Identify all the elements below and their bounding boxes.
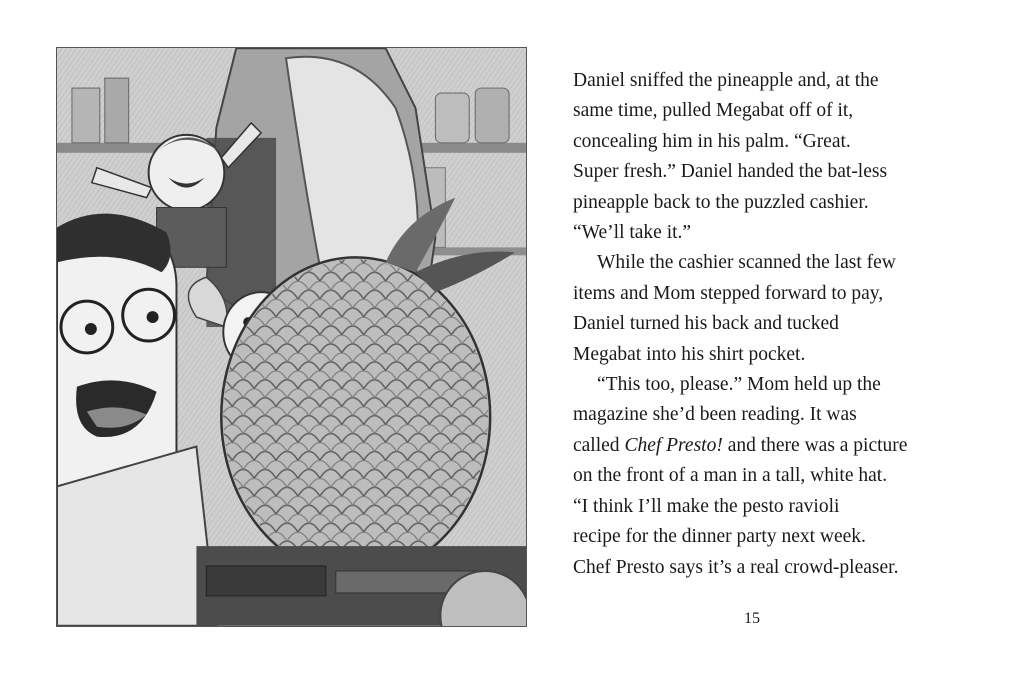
text-line: Daniel turned his back and tucked	[573, 313, 839, 335]
text-line: “I think I’ll make the pesto ravioli	[573, 495, 840, 517]
text-line: items and Mom stepped forward to pay,	[573, 282, 884, 304]
title-prefix: called	[573, 434, 625, 456]
text-line: Super fresh.” Daniel handed the bat-less	[573, 161, 888, 183]
paragraph-2	[573, 248, 973, 370]
text-line: recipe for the dinner party next week.	[573, 526, 866, 548]
text-line: magazine she’d been reading. It was	[573, 404, 857, 426]
text-line: Chef Presto says it’s a real crowd-pleaser.	[573, 556, 899, 578]
illustration-drawing	[57, 48, 526, 626]
text-line: on the front of a man in a tall, white hat.	[573, 465, 888, 487]
magazine-title: Chef Presto!	[624, 434, 723, 456]
paragraph-3	[573, 370, 973, 583]
story-text	[573, 66, 973, 583]
text-line: While the cashier scanned the last few	[597, 252, 896, 274]
text-line: “This too, please.” Mom held up the	[597, 374, 881, 396]
illustration	[56, 47, 527, 627]
text-line: “We’ll take it.”	[573, 222, 692, 244]
paragraph-1	[573, 66, 973, 248]
text-line-with-title	[573, 431, 973, 461]
text-line: Megabat into his shirt pocket.	[573, 343, 806, 365]
page-number: 15	[744, 610, 760, 627]
text-line: same time, pulled Megabat off of it,	[573, 100, 854, 122]
title-suffix: and there was a picture	[722, 434, 908, 456]
text-line: Daniel sniffed the pineapple and, at the	[573, 70, 879, 91]
text-line: pineapple back to the puzzled cashier.	[573, 191, 869, 213]
text-line: concealing him in his palm. “Great.	[573, 130, 851, 152]
